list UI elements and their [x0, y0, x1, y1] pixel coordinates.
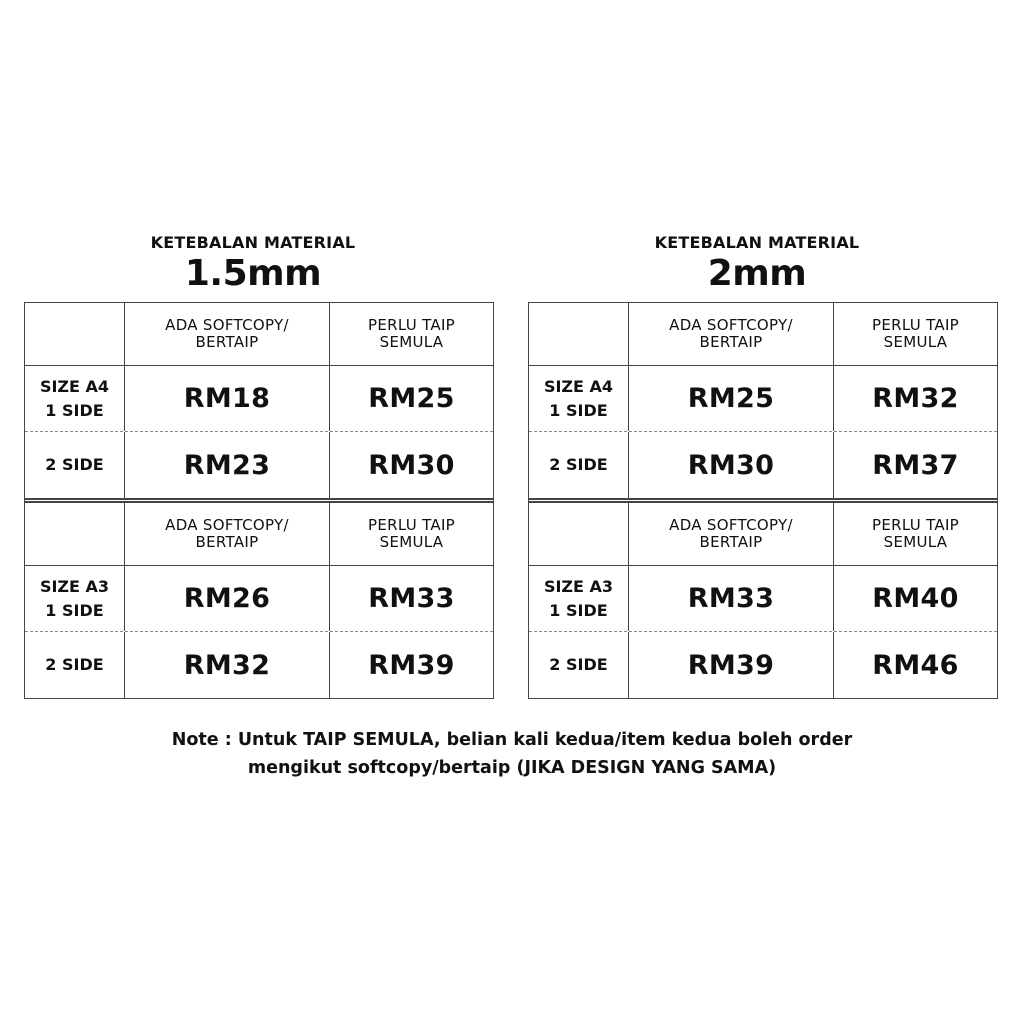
- table-header-row: [25, 303, 493, 366]
- price-softcopy: RM26: [125, 566, 330, 631]
- price-retype: RM33: [368, 583, 455, 614]
- price-softcopy: RM33: [629, 566, 834, 631]
- footer-note: [0, 726, 1024, 782]
- panel-header: [516, 232, 998, 294]
- empty-header-cell: [529, 303, 629, 365]
- table-block-a4: [529, 303, 997, 498]
- price-softcopy: RM18: [125, 366, 330, 431]
- price-softcopy: RM30: [629, 432, 834, 498]
- table-row: [529, 632, 997, 698]
- table-block-a4: [25, 303, 493, 498]
- column-header-retype: PERLU TAIP SEMULA: [367, 316, 456, 351]
- price-retype: RM46: [872, 649, 959, 681]
- table-block-a3: [25, 498, 493, 698]
- price-softcopy: RM39: [629, 632, 834, 698]
- price-table: [528, 302, 998, 699]
- row-label: SIZE A4 1 SIDE: [529, 366, 629, 431]
- table-block-a3: [529, 498, 997, 698]
- table-row: [529, 366, 997, 432]
- price-retype: RM32: [872, 383, 959, 414]
- price-retype: RM40: [872, 583, 959, 614]
- column-header-retype: PERLU TAIP SEMULA: [871, 516, 960, 551]
- header-thickness: 2mm: [707, 253, 807, 294]
- price-panel-2mm: [528, 232, 998, 681]
- row-label: 2 SIDE: [529, 632, 629, 698]
- header-label: KETEBALAN MATERIAL: [654, 233, 860, 252]
- table-row: [25, 632, 493, 698]
- note-line-2: mengikut softcopy/bertaip (JIKA DESIGN YANG SAMA): [247, 758, 777, 778]
- column-header-softcopy: ADA SOFTCOPY/ BERTAIP: [629, 503, 834, 565]
- row-label: 2 SIDE: [25, 632, 125, 698]
- column-header-retype: PERLU TAIP SEMULA: [871, 316, 960, 351]
- empty-header-cell: [25, 303, 125, 365]
- price-retype: RM30: [368, 449, 455, 481]
- table-row: [25, 432, 493, 498]
- note-line-1: Note : Untuk TAIP SEMULA, belian kali kedua/item kedua boleh order: [171, 730, 853, 750]
- price-retype: RM25: [368, 383, 455, 414]
- table-row: [529, 566, 997, 632]
- row-label: SIZE A3 1 SIDE: [25, 566, 125, 631]
- table-header-row: [25, 503, 493, 566]
- table-row: [25, 366, 493, 432]
- column-header-softcopy: ADA SOFTCOPY/ BERTAIP: [125, 503, 330, 565]
- price-softcopy: RM23: [125, 432, 330, 498]
- column-header-softcopy: ADA SOFTCOPY/ BERTAIP: [125, 303, 330, 365]
- empty-header-cell: [25, 503, 125, 565]
- price-retype: RM39: [368, 649, 455, 681]
- column-header-retype: PERLU TAIP SEMULA: [367, 516, 456, 551]
- table-row: [529, 432, 997, 498]
- row-label: SIZE A3 1 SIDE: [529, 566, 629, 631]
- row-label: 2 SIDE: [25, 432, 125, 498]
- panel-header: [12, 232, 494, 294]
- table-header-row: [529, 303, 997, 366]
- row-label: SIZE A4 1 SIDE: [25, 366, 125, 431]
- header-label: KETEBALAN MATERIAL: [150, 233, 356, 252]
- price-panel-1-5mm: [24, 232, 494, 681]
- empty-header-cell: [529, 503, 629, 565]
- table-header-row: [529, 503, 997, 566]
- row-label: 2 SIDE: [529, 432, 629, 498]
- price-softcopy: RM32: [125, 632, 330, 698]
- price-softcopy: RM25: [629, 366, 834, 431]
- price-table: [24, 302, 494, 699]
- column-header-softcopy: ADA SOFTCOPY/ BERTAIP: [629, 303, 834, 365]
- table-row: [25, 566, 493, 632]
- header-thickness: 1.5mm: [184, 253, 322, 294]
- price-retype: RM37: [872, 449, 959, 481]
